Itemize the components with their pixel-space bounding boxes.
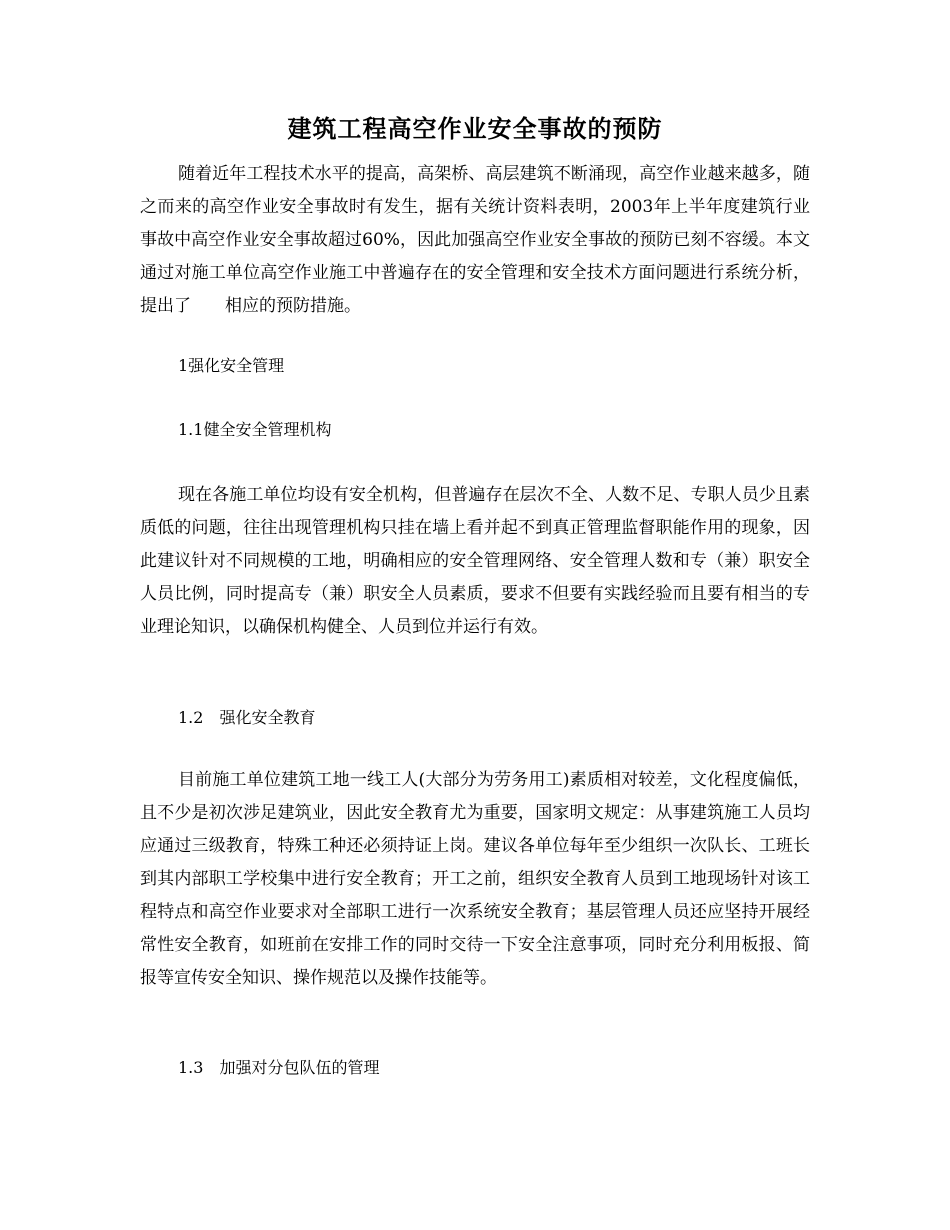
intro-paragraph: 随着近年工程技术水平的提高，高架桥、高层建筑不断涌现，高空作业越来越多，随之而来的高空作业安全事故时有发生，据有关统计资料表明，2003年上半年度建筑行业事故中高空作业安全事故超过60%，因此加强高空作业安全事故的预防已刻不容缓。本文通过对施工单位高空作业施工中普遍存在的安全管理和安全技术方面问题进行系统分析，提出了 相应的预防措施。: [140, 164, 810, 316]
section-1-2-paragraph: 目前施工单位建筑工地一线工人(大部分为劳务用工)素质相对较差，文化程度偏低，且不少是初次涉足建筑业，因此安全教育尤为重要，国家明文规定：从事建筑施工人员均应通过三级教育，特殊工种还必须持证上岗。建议各单位每年至少组织一次队长、工班长到其内部职工学校集中进行安全教育；开工之前，组织安全教育人员到工地现场针对该工程特点和高空作业要求对全部职工进行一次系统安全教育；基层管理人员还应坚持开展经常性安全教育，如班前在安排工作的同时交待一下安全注意事项，同时充分利用板报、简报等宣传安全知识、操作规范以及操作技能等。: [140, 770, 810, 988]
section-1-heading: 1强化安全管理: [178, 356, 285, 375]
section-1-1-heading: 1.1健全安全管理机构: [178, 420, 332, 439]
section-1-1-paragraph: 现在各施工单位均设有安全机构，但普遍存在层次不全、人数不足、专职人员少且素质低的问题，往往出现管理机构只挂在墙上看并起不到真正管理监督职能作用的现象，因此建议针对不同规模的工地，明确相应的安全管理网络、安全管理人数和专（兼）职安全人员比例，同时提高专（兼）职安全人员素质，要求不但要有实践经验而且要有相当的专业理论知识，以确保机构健全、人员到位并运行有效。: [140, 485, 810, 637]
section-1-2-heading: 1.2 强化安全教育: [178, 708, 316, 727]
document-title: 建筑工程高空作业安全事故的预防: [287, 115, 663, 143]
section-1-3-heading: 1.3 加强对分包队伍的管理: [178, 1058, 380, 1077]
